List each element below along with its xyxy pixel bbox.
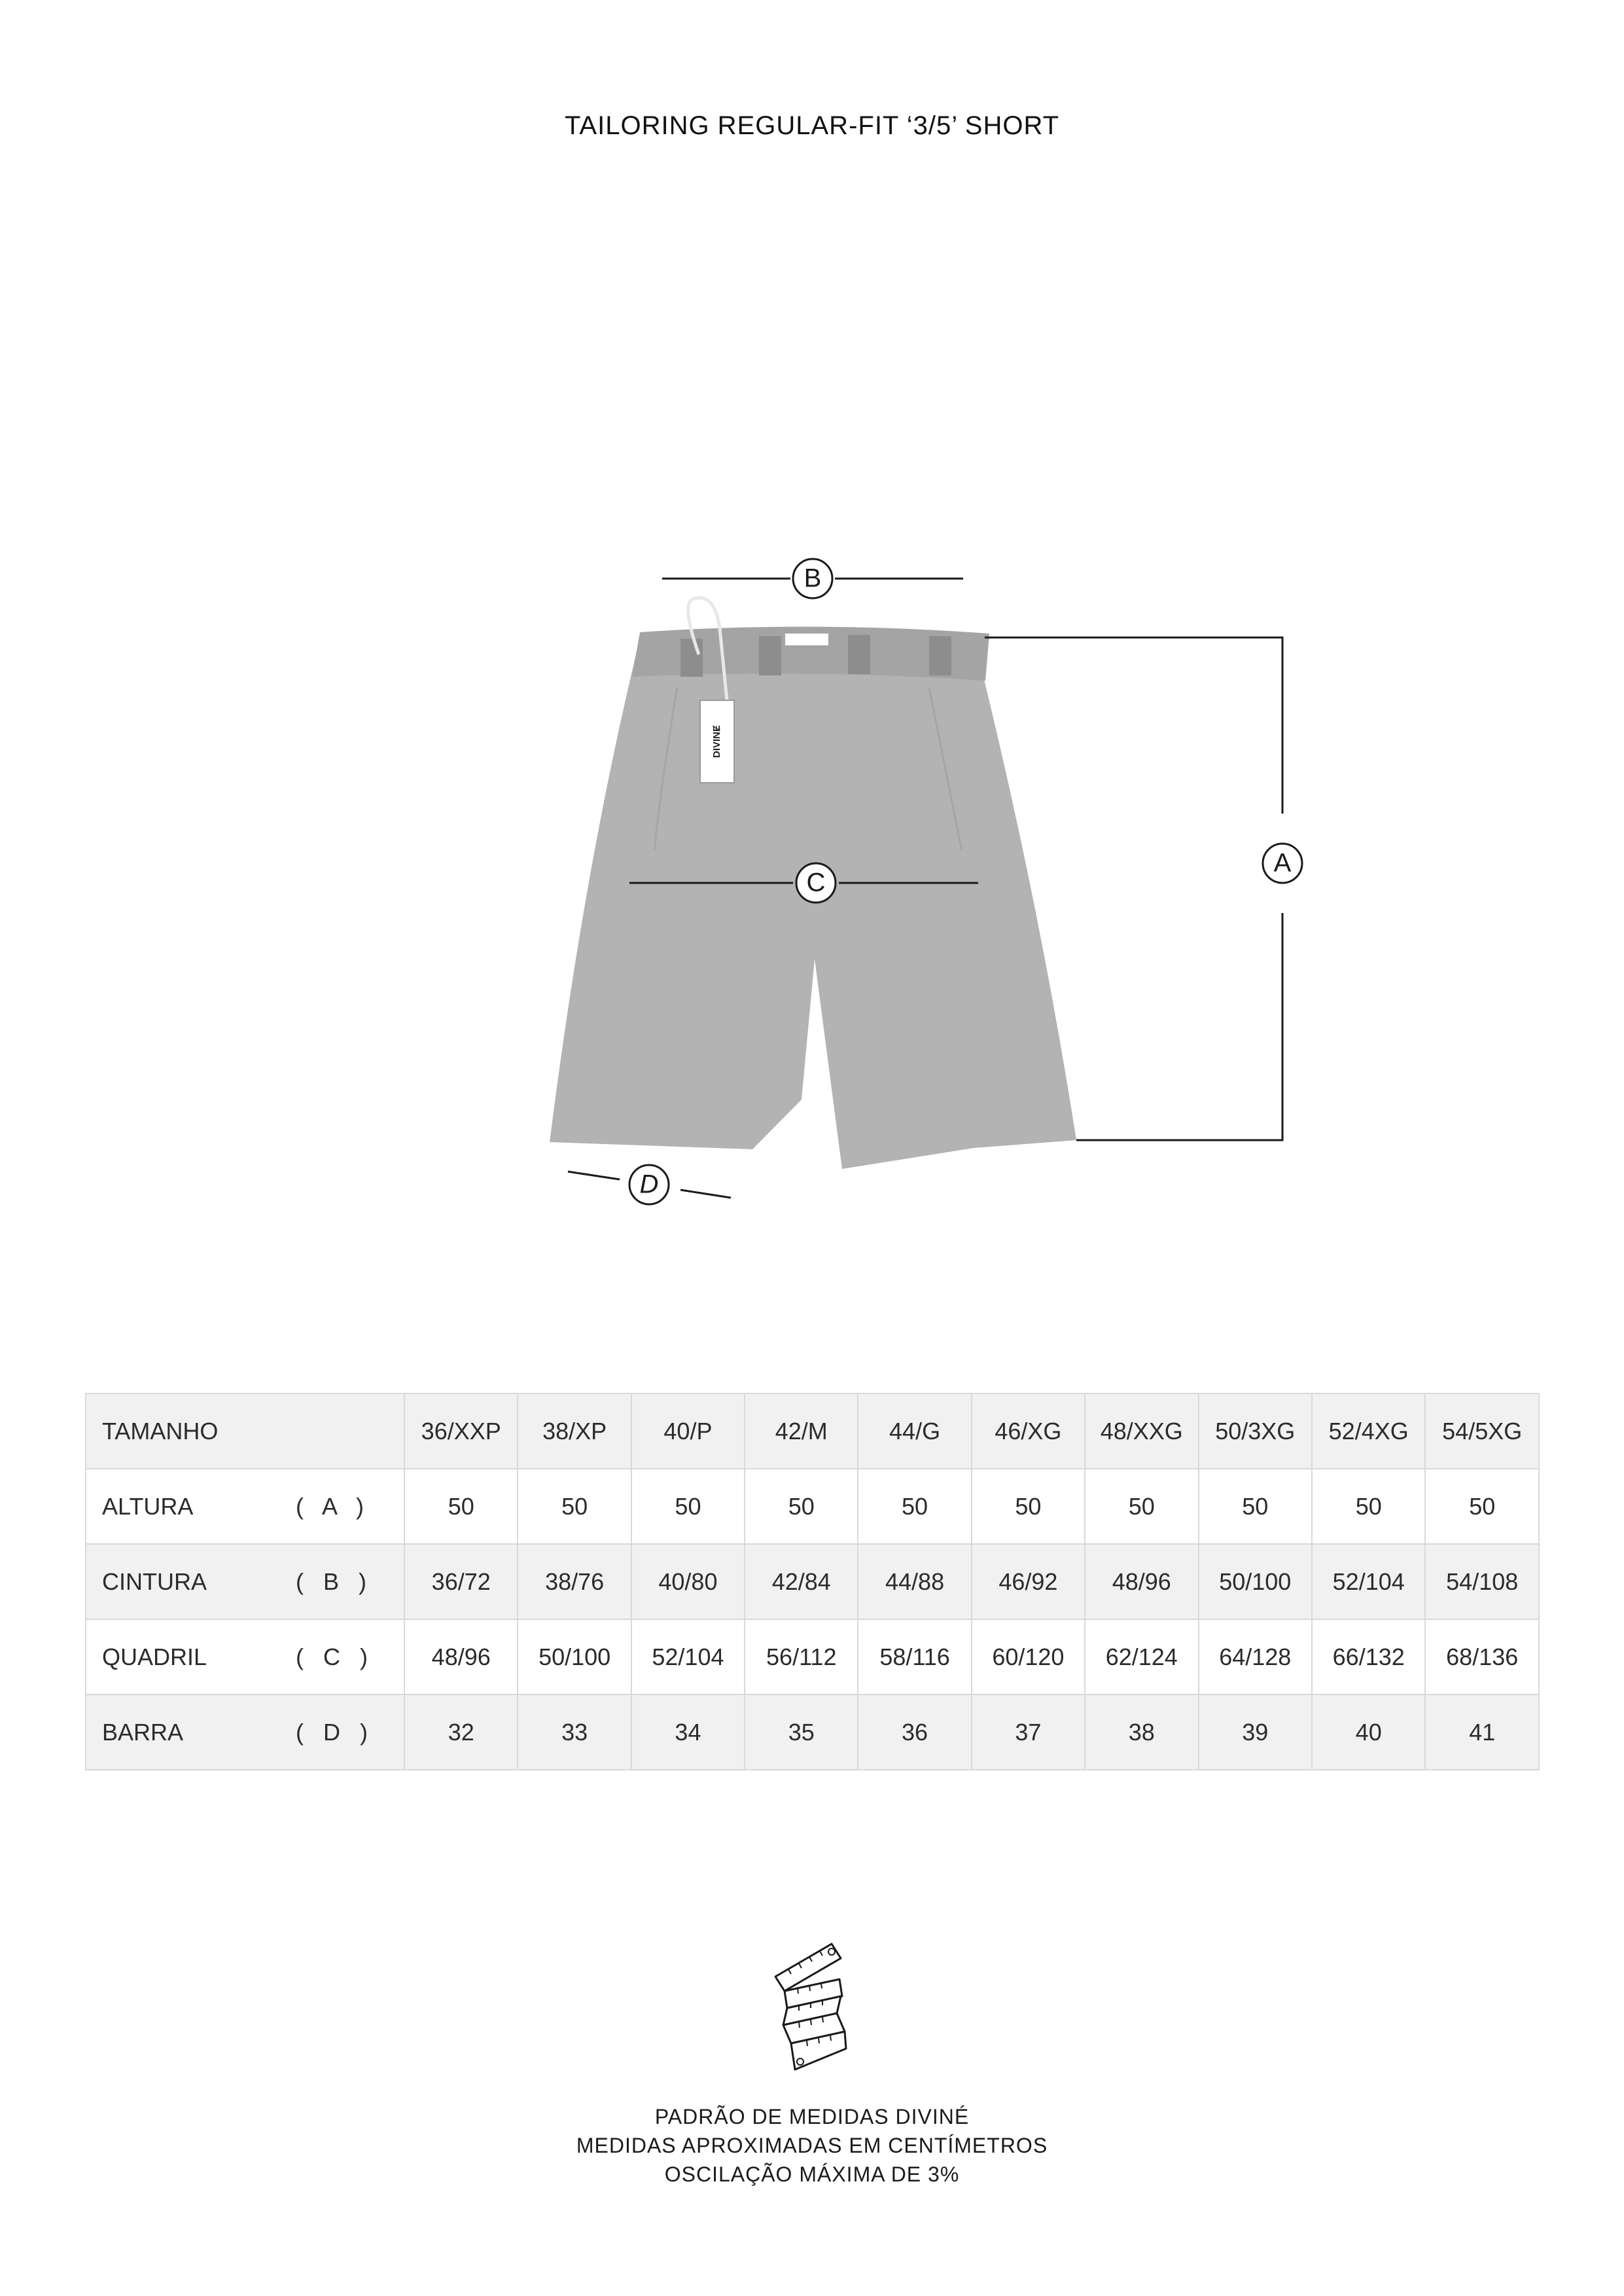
table-cell: 50 (404, 1469, 518, 1544)
row-code: ( D ) (296, 1718, 374, 1746)
table-cell: 50/100 (518, 1619, 631, 1695)
table-cell: 50 (745, 1469, 858, 1544)
marker-d-label: D (639, 1170, 659, 1199)
footer-line-standard: PADRÃO DE MEDIDAS DIVINÉ (654, 2105, 970, 2128)
table-cell: 50 (631, 1469, 745, 1544)
size-header: 54/5XG (1425, 1393, 1539, 1469)
table-cell: 50 (972, 1469, 1085, 1544)
size-header: 48/XXG (1085, 1393, 1199, 1469)
measure-a-line-bottom (1076, 913, 1282, 1140)
row-code: ( B ) (296, 1568, 373, 1595)
table-row-barra (86, 1695, 1539, 1770)
row-name: BARRA (102, 1718, 184, 1746)
table-cell: 50 (1312, 1469, 1425, 1544)
row-label-cell (86, 1695, 404, 1770)
table-cell: 34 (631, 1695, 745, 1770)
size-header: 42/M (745, 1393, 858, 1469)
header-label-cell (86, 1393, 404, 1469)
table-cell: 60/120 (972, 1619, 1085, 1695)
table-row-quadril (86, 1619, 1539, 1695)
size-header: 36/XXP (404, 1393, 518, 1469)
table-header-row (86, 1393, 1539, 1469)
measure-d-line-left (568, 1172, 620, 1179)
table-cell: 46/92 (972, 1544, 1085, 1619)
page-title: TAILORING REGULAR-FIT ‘3/5’ SHORT (564, 111, 1060, 140)
table-cell: 50 (1199, 1469, 1312, 1544)
table-cell: 44/88 (858, 1544, 971, 1619)
table-cell: 66/132 (1312, 1619, 1425, 1695)
row-label-cell (86, 1544, 404, 1619)
table-cell: 48/96 (1085, 1544, 1199, 1619)
table-cell: 50 (1085, 1469, 1199, 1544)
table-cell: 38 (1085, 1695, 1199, 1770)
table-cell: 50 (858, 1469, 971, 1544)
row-name: CINTURA (102, 1568, 207, 1595)
table-cell: 33 (518, 1695, 631, 1770)
measuring-tape-icon (769, 1937, 854, 2078)
table-cell: 50/100 (1199, 1544, 1312, 1619)
table-cell: 41 (1425, 1695, 1539, 1770)
table-cell: 40 (1312, 1695, 1425, 1770)
table-cell: 58/116 (858, 1619, 971, 1695)
row-label-cell (86, 1619, 404, 1695)
size-header: 52/4XG (1312, 1393, 1425, 1469)
marker-a-label: A (1273, 848, 1292, 878)
table-cell: 48/96 (404, 1619, 518, 1695)
hang-tag-text: DIVINɆ (711, 725, 722, 759)
table-cell: 52/104 (1312, 1544, 1425, 1619)
size-header: 46/XG (972, 1393, 1085, 1469)
table-cell: 50 (1425, 1469, 1539, 1544)
measure-a-line-top (985, 637, 1282, 814)
table-cell: 64/128 (1199, 1619, 1312, 1695)
table-row-altura (86, 1469, 1539, 1544)
measure-b-waist (662, 559, 963, 598)
table-cell: 50 (518, 1469, 631, 1544)
size-header: 44/G (858, 1393, 971, 1469)
table-cell: 39 (1199, 1695, 1312, 1770)
size-table (85, 1393, 1540, 1770)
size-header: 50/3XG (1199, 1393, 1312, 1469)
row-name: ALTURA (102, 1492, 194, 1520)
table-cell: 54/108 (1425, 1544, 1539, 1619)
size-header: 40/P (631, 1393, 745, 1469)
table-cell: 38/76 (518, 1544, 631, 1619)
label-tab (785, 634, 828, 645)
table-cell: 62/124 (1085, 1619, 1199, 1695)
size-header: 38/XP (518, 1393, 631, 1469)
table-cell: 35 (745, 1695, 858, 1770)
row-code: ( A ) (296, 1492, 371, 1520)
row-name: QUADRIL (102, 1643, 207, 1670)
measure-d-hem (568, 1165, 731, 1204)
table-cell: 56/112 (745, 1619, 858, 1695)
footer-line-units: MEDIDAS APROXIMADAS EM CENTÍMETROS (576, 2134, 1048, 2157)
table-cell: 37 (972, 1695, 1085, 1770)
row-code: ( C ) (296, 1643, 374, 1670)
row-label-cell (86, 1469, 404, 1544)
marker-c-label: C (806, 868, 826, 897)
table-cell: 52/104 (631, 1619, 745, 1695)
table-cell: 40/80 (631, 1544, 745, 1619)
table-cell: 36 (858, 1695, 971, 1770)
footer-notes (0, 2102, 1624, 2189)
table-row-cintura (86, 1544, 1539, 1619)
measure-d-line-right (680, 1190, 731, 1198)
header-label: TAMANHO (102, 1417, 219, 1444)
marker-b-label: B (803, 564, 822, 593)
table-cell: 42/84 (745, 1544, 858, 1619)
table-cell: 36/72 (404, 1544, 518, 1619)
table-cell: 32 (404, 1695, 518, 1770)
footer-line-tolerance: OSCILAÇÃO MÁXIMA DE 3% (664, 2162, 960, 2186)
table-cell: 68/136 (1425, 1619, 1539, 1695)
